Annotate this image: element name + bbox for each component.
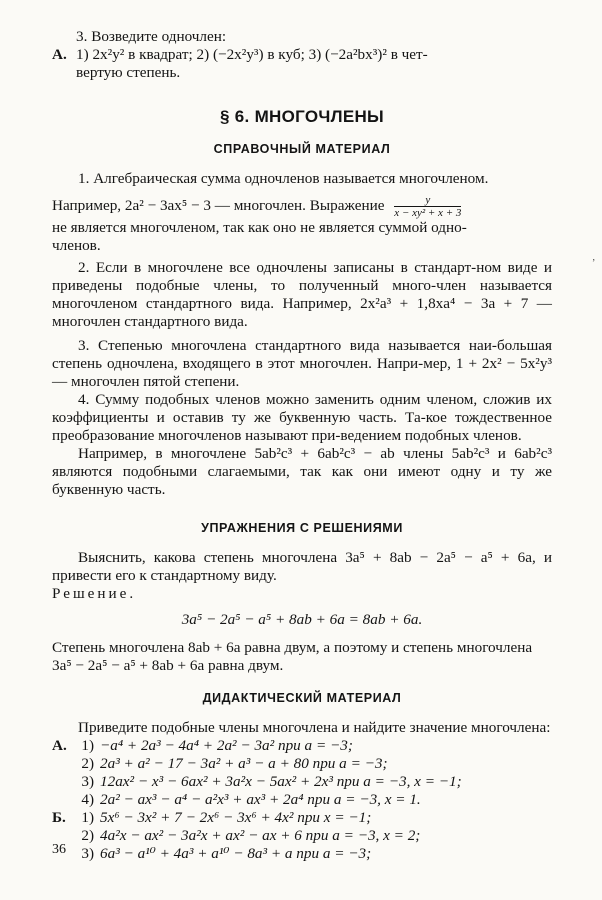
top-exercise-row <box>52 46 552 64</box>
list-item <box>52 845 552 863</box>
item-number: 4) <box>81 791 94 808</box>
list-item <box>52 737 552 755</box>
top-exercise-title-row <box>52 28 552 46</box>
list-item <box>52 773 552 791</box>
didactic-heading: ДИДАКТИЧЕСКИЙ МАТЕРИАЛ <box>202 691 402 705</box>
reference-paragraph-4: 4. Сумму подобных членов можно заменить одним членом, сложив их коэффициенты и оставив ту же буквенную часть. Та-кое тождественное преобразование многочленов называют при-ведением подобных членов. <box>52 391 552 444</box>
margin-mark: ‚ <box>592 252 596 263</box>
solved-task: Выяснить, какова степень многочлена 3a⁵ + 8ab − 2a⁵ − a⁵ + 6a, и привести его к стандартному виду. <box>52 549 552 584</box>
solved-heading: УПРАЖНЕНИЯ С РЕШЕНИЯМИ <box>201 521 403 535</box>
reference-p1-line2: Например, 2a² − 3ax⁵ − 3 — многочлен. Выражение <box>52 196 385 214</box>
item-number: 2) <box>81 755 94 772</box>
top-exercise-line: 1) 2x²y² в квадрат; 2) (−2x²y³) в куб; 3) (−2a²bx³)² в чет- <box>76 46 428 63</box>
solution-formula: 3a⁵ − 2a⁵ − a⁵ + 8ab + 6a = 8ab + 6a. <box>181 611 423 628</box>
item-text: 2a² − ax³ − a⁴ − a²x³ + ax³ + 2a⁴ при a = −3, x = 1. <box>100 791 421 808</box>
group-a <box>52 737 552 809</box>
spacer <box>52 64 76 82</box>
spacer <box>52 28 76 46</box>
solution-label: Решение. <box>52 585 137 602</box>
reference-paragraph-5: Например, в многочлене 5ab²c³ + 6ab²c³ − ab члены 5ab²c³ и 6ab²c³ являются подобными слагаемыми, так как они имеют одну и ту же буквенную часть. <box>52 445 552 498</box>
example-fraction <box>394 194 461 219</box>
top-exercise-title: 3. Возведите одночлен: <box>76 28 227 45</box>
item-number: 1) <box>81 809 94 826</box>
reference-p1-example <box>52 194 552 219</box>
group-b <box>52 809 552 863</box>
item-number: 2) <box>81 827 94 844</box>
spacer <box>52 755 76 773</box>
reference-p1-line1: 1. Алгебраическая сумма одночленов называется многочленом. <box>78 170 489 187</box>
reference-paragraph-3: 3. Степенью многочлена стандартного вида называется наи-большая степень одночлена, входящего в этот многочлен. Напри-мер, 1 + 2x² − 5x²y³ — многочлен пятой степени. <box>52 337 552 390</box>
list-item <box>52 755 552 773</box>
top-exercise-line-2: вертую степень. <box>76 64 181 81</box>
item-text: 5x⁶ − 3x² + 7 − 2x⁶ − 3x⁶ + 4x² при x = −1; <box>100 809 372 826</box>
section-title: § 6. МНОГОЧЛЕНЫ <box>219 107 384 126</box>
reference-paragraph-2: 2. Если в многочлене все одночлены записаны в стандарт-ном виде и приведены подобные члены, то полученный много-член называется многочленом стандартного вида. Например, 2x²a³ + 1,8xa⁴ − 3a + 7 — многочлен стандартного вида. <box>52 259 552 330</box>
reference-p1-line3: не является многочленом, так как оно не является суммой одно- <box>52 219 467 236</box>
top-exercise-row-2 <box>52 64 552 82</box>
spacer <box>52 791 76 809</box>
fraction-numerator: y <box>394 194 461 207</box>
reference-heading: СПРАВОЧНЫЙ МАТЕРИАЛ <box>213 142 391 156</box>
item-text: 6a³ − a¹⁰ + 4a³ + a¹⁰ − 8a³ + a при a = −3; <box>100 845 372 862</box>
group-b-label: Б. <box>52 809 66 826</box>
item-text: 4a²x − ax² − 3a²x + ax² − ax + 6 при a = −3, x = 2; <box>100 827 421 844</box>
item-text: 2a³ + a² − 17 − 3a² + a³ − a + 80 при a = −3; <box>100 755 388 772</box>
item-number: 1) <box>81 737 94 754</box>
didactic-instruction: Приведите подобные члены многочлена и найдите значение многочлена: <box>78 719 551 736</box>
list-item <box>52 827 552 845</box>
list-item <box>52 809 552 827</box>
reference-p1-line4: членов. <box>52 237 101 254</box>
item-text: 12ax² − x³ − 6ax² + 3a²x − 5ax² + 2x³ при a = −3, x = −1; <box>100 773 462 790</box>
list-item <box>52 791 552 809</box>
item-text: −a⁴ + 2a³ − 4a⁴ + 2a² − 3a² при a = −3; <box>100 737 353 754</box>
item-number: 3) <box>81 773 94 790</box>
top-exercise <box>52 28 552 82</box>
page-content <box>52 28 552 863</box>
fraction-denominator: x − xy² + x + 3 <box>394 207 462 219</box>
solved-conclusion: Степень многочлена 8ab + 6a равна двум, а поэтому и степень многочлена 3a⁵ − 2a⁵ − a⁵ + 8ab + 6a равна двум. <box>52 639 533 674</box>
group-a-label: А. <box>52 737 67 754</box>
top-exercise-label: А. <box>52 46 67 63</box>
spacer <box>52 773 76 791</box>
page-number: 36 <box>52 842 66 857</box>
reference-paragraph-1 <box>52 170 552 255</box>
item-number: 3) <box>81 845 94 862</box>
